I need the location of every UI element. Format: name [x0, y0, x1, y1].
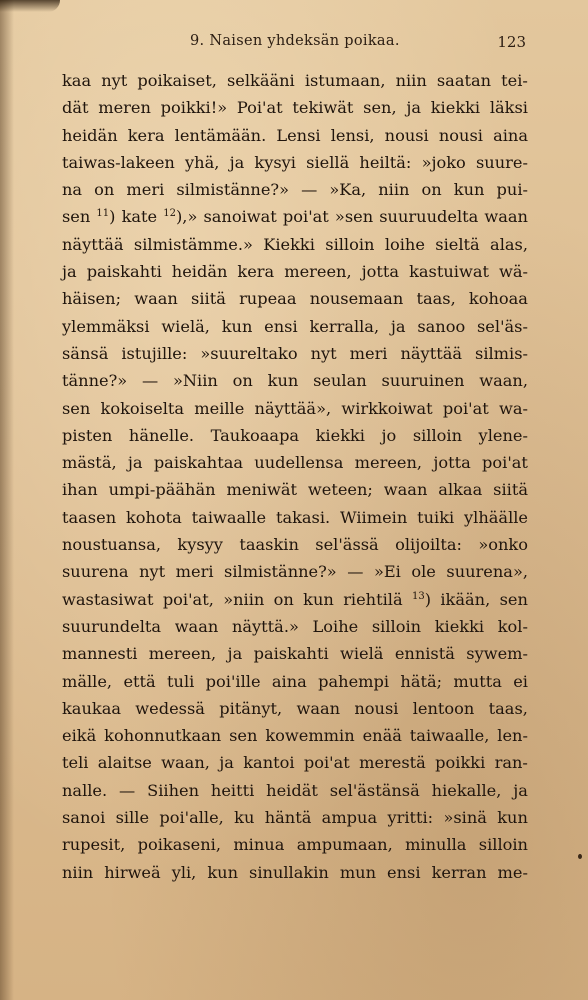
word: sieltä	[435, 234, 480, 254]
word: waan	[484, 207, 528, 227]
word: meniwät	[226, 480, 297, 500]
text-line	[62, 831, 528, 858]
word: aina	[493, 125, 528, 145]
word: mästä,	[62, 453, 117, 473]
word: alas,	[490, 234, 528, 254]
word: sanoi	[62, 808, 106, 828]
word: istumaan,	[304, 71, 386, 90]
word: ihan	[62, 480, 98, 500]
text-line	[62, 258, 528, 285]
text-line	[62, 67, 528, 94]
word: me-	[497, 862, 528, 882]
word: siitä	[191, 289, 226, 309]
word: ja	[513, 780, 528, 800]
word: »sinä	[443, 808, 487, 828]
word: wä-	[499, 262, 528, 282]
paper-speck	[578, 854, 582, 859]
word: sel'ästänsä	[329, 780, 420, 800]
word: suurena»,	[446, 562, 528, 582]
word: sywem-	[466, 644, 528, 664]
word: Lensi	[276, 125, 321, 145]
text-line	[62, 695, 528, 722]
word: kokoiselta	[100, 398, 185, 418]
word: sel'ässä	[315, 535, 379, 555]
word: sanoiwat	[203, 207, 277, 227]
word: että	[123, 671, 156, 691]
word: paiskahti	[86, 262, 162, 282]
word: waan	[383, 480, 428, 500]
word: ran-	[494, 753, 528, 773]
word: lentämään.	[174, 125, 267, 145]
word: kysyi	[254, 152, 296, 172]
word: ole	[411, 562, 436, 582]
word: hiekalle,	[431, 780, 502, 800]
page-number: 123	[497, 33, 526, 51]
word: sen	[229, 726, 258, 746]
word: sen	[499, 589, 528, 609]
word: paiskahti	[253, 644, 329, 664]
word: tuli	[167, 671, 195, 691]
text-line	[62, 586, 528, 613]
word: poi'alle,	[159, 808, 224, 828]
word: heitti	[210, 780, 255, 800]
word: pisten	[62, 425, 113, 445]
word: suurundelta	[62, 616, 162, 636]
word: kysyy	[177, 535, 223, 555]
word: tei-	[501, 71, 528, 90]
word: merestä	[359, 753, 426, 773]
word: sille	[115, 808, 150, 828]
text-line	[62, 313, 528, 340]
word: enää	[362, 726, 402, 746]
word: kaa	[62, 71, 92, 90]
word: taaskin	[239, 535, 299, 555]
word: ampumaan,	[296, 835, 393, 855]
word: silmistänne?»	[176, 180, 290, 200]
word: nousi	[354, 698, 399, 718]
word: pui-	[496, 180, 528, 200]
word: waan,	[479, 371, 528, 391]
word: waan	[174, 616, 219, 636]
word: ampua	[321, 808, 378, 828]
word: kate	[121, 207, 158, 227]
word: yli,	[171, 862, 197, 882]
word: kowemmin	[265, 726, 355, 746]
word: sanoo	[417, 316, 466, 336]
word: poi'at	[282, 207, 329, 227]
word: nalle.	[62, 780, 108, 800]
word: minua	[233, 835, 285, 855]
word: waan	[296, 698, 341, 718]
word: wedessä	[135, 698, 205, 718]
word: hänelle.	[128, 425, 195, 445]
word: nousi	[438, 125, 483, 145]
word: lentoon	[412, 698, 475, 718]
word: wastasiwat	[62, 589, 154, 609]
word: pahempi	[318, 671, 390, 691]
word: poikaiset,	[137, 71, 217, 90]
word: kiekki	[430, 98, 481, 118]
word: siitä	[493, 480, 528, 500]
word: rupeaa	[239, 289, 297, 309]
word: kerralla,	[309, 316, 380, 336]
text-line	[62, 149, 528, 176]
word: nyt	[310, 343, 337, 363]
text-line	[62, 558, 528, 585]
text-line	[62, 395, 528, 422]
word: häntä	[264, 808, 312, 828]
word: poikki!»	[160, 98, 228, 118]
word: wa-	[499, 398, 528, 418]
word: nyt	[101, 71, 128, 90]
word: »Niin	[172, 371, 218, 391]
word: ja	[62, 262, 77, 282]
word: kerran	[431, 862, 487, 882]
word: mannesti	[62, 644, 138, 664]
word: siellä	[306, 152, 350, 172]
word: häisen;	[62, 289, 122, 309]
text-line	[62, 777, 528, 804]
word: »onko	[478, 535, 528, 555]
word: alkaa	[438, 480, 483, 500]
word: ja	[127, 453, 143, 473]
text-line	[62, 176, 528, 203]
word: kastuiwat	[409, 262, 489, 282]
word: kantoi	[243, 753, 295, 773]
word: taiwas-lakeen	[62, 152, 175, 172]
word: ikään,	[440, 589, 491, 609]
word: ku	[234, 808, 255, 828]
word: Siihen	[147, 780, 199, 800]
word: Taukoaapa	[210, 425, 300, 445]
word: taasen	[62, 507, 117, 527]
word: yritti:	[387, 808, 434, 828]
word: umpi-päähän	[108, 480, 216, 500]
text-line	[62, 476, 528, 503]
word: silloin	[412, 425, 463, 445]
word: taas,	[416, 289, 456, 309]
word: poi'at	[482, 453, 528, 473]
word: heidät	[266, 780, 318, 800]
word: mälle,	[62, 671, 113, 691]
body-text	[62, 67, 528, 886]
word: kol-	[497, 616, 528, 636]
word: silloin	[371, 616, 422, 636]
word: on	[273, 589, 294, 609]
word: ja	[406, 98, 422, 118]
word: meille	[194, 398, 245, 418]
word: ja	[227, 644, 243, 664]
word: nousi	[384, 125, 429, 145]
word: $^{12}$),»	[163, 207, 198, 227]
text-line	[62, 668, 528, 695]
word: hirweä	[104, 862, 161, 882]
word: kun	[221, 316, 253, 336]
word: uudellensa	[254, 453, 344, 473]
word: ensi	[264, 316, 298, 336]
word: poikki	[435, 753, 486, 773]
word: yhä,	[185, 152, 220, 172]
word: silmistänne?»	[224, 562, 337, 582]
word: kohonnutkaan	[104, 726, 222, 746]
word: heidän	[171, 262, 228, 282]
word: mutta	[453, 671, 502, 691]
corner-shadow	[0, 0, 60, 12]
word: —	[347, 562, 364, 582]
word: niin	[378, 180, 410, 200]
word: istujille:	[121, 343, 188, 363]
word: jo	[381, 425, 397, 445]
word: pitänyt,	[219, 698, 283, 718]
word: läksi	[489, 98, 528, 118]
word: wirkkoiwat	[341, 398, 433, 418]
word: suurena	[62, 562, 129, 582]
word: niin	[62, 862, 94, 882]
word: meri	[126, 180, 165, 200]
word: $^{13}$)	[411, 589, 432, 609]
text-line	[62, 722, 528, 749]
word: ei	[513, 671, 528, 691]
word: on	[94, 180, 115, 200]
word: waan,	[161, 753, 210, 773]
gutter-shadow	[0, 0, 14, 1000]
word: —	[141, 371, 159, 391]
word: meren	[98, 98, 151, 118]
text-line	[62, 859, 528, 886]
word: seulan	[313, 371, 367, 391]
word: dät	[62, 98, 89, 118]
text-line	[62, 285, 528, 312]
text-line	[62, 531, 528, 558]
word: on	[421, 180, 442, 200]
word: selkääni	[226, 71, 295, 90]
text-line	[62, 422, 528, 449]
word: kera	[237, 262, 275, 282]
word: hätä;	[400, 671, 443, 691]
word: noustuansa,	[62, 535, 162, 555]
word: tuiki	[417, 507, 455, 527]
word: sen	[62, 207, 91, 227]
word: poi'at,	[162, 589, 214, 609]
word: teli	[62, 753, 89, 773]
word: poi'ille	[205, 671, 261, 691]
text-line	[62, 449, 528, 476]
word: Loihe	[312, 616, 359, 636]
word: mereen,	[284, 262, 352, 282]
word: ja	[229, 152, 245, 172]
word: aina	[271, 671, 307, 691]
word: eikä	[62, 726, 97, 746]
word: olijoilta:	[395, 535, 462, 555]
word: suuruudelta	[379, 207, 479, 227]
word: ylemmäksi	[62, 316, 150, 336]
word: silloin	[478, 835, 528, 855]
word: riehtilä	[343, 589, 403, 609]
footnote-marker: 12	[163, 208, 176, 220]
word: »Ei	[373, 562, 401, 582]
word: rupesit,	[62, 835, 126, 855]
word: takasi.	[275, 507, 331, 527]
word: näyttää»,	[254, 398, 332, 418]
word: sen	[62, 398, 91, 418]
word: suure-	[475, 152, 528, 172]
word: alaitse	[97, 753, 152, 773]
word: »Ka,	[329, 180, 367, 200]
word: kohoaa	[468, 289, 528, 309]
text-line	[62, 367, 528, 394]
text-line	[62, 640, 528, 667]
text-line	[62, 613, 528, 640]
word: kun	[497, 808, 528, 828]
word: ylhäälle	[464, 507, 528, 527]
word: mereen,	[148, 644, 217, 664]
word: kohota	[125, 507, 182, 527]
word: —	[301, 180, 318, 200]
word: nyt	[139, 562, 166, 582]
word: ennistä	[394, 644, 455, 664]
word: silloin	[325, 234, 375, 254]
word: len-	[497, 726, 528, 746]
word: jotta	[361, 262, 400, 282]
word: sel'äs-	[477, 316, 528, 336]
word: kiekki	[434, 616, 485, 636]
word: taiwaalle,	[409, 726, 490, 746]
word: meri	[349, 343, 388, 363]
word: »joko	[421, 152, 466, 172]
word: kiekki	[315, 425, 365, 445]
word: —	[119, 780, 136, 800]
word: tänne?»	[62, 371, 128, 391]
word: saatan	[436, 71, 492, 90]
word: kera	[127, 125, 165, 145]
word: Wiimein	[340, 507, 408, 527]
word: heidän	[62, 125, 118, 145]
text-line	[62, 804, 528, 831]
word: sänsä	[62, 343, 109, 363]
text-line	[62, 94, 528, 121]
word: ylene-	[478, 425, 528, 445]
text-line	[62, 122, 528, 149]
word: meri	[175, 562, 214, 582]
word: poi'at	[442, 398, 489, 418]
word: minulla	[405, 835, 467, 855]
word: $^{11}$)	[96, 207, 116, 227]
word: suuruinen	[381, 371, 465, 391]
word: on	[232, 371, 253, 391]
word: näyttä.»	[231, 616, 299, 636]
word: na	[62, 180, 83, 200]
word: mun	[339, 862, 377, 882]
footnote-marker: 13	[411, 590, 425, 602]
word: Kiekki	[263, 234, 315, 254]
footnote-marker: 11	[96, 208, 110, 220]
word: ja	[390, 316, 406, 336]
word: taiwaalle	[191, 507, 267, 527]
word: taas,	[488, 698, 528, 718]
word: nousemaan	[309, 289, 404, 309]
word: poi'at	[303, 753, 350, 773]
word: kaukaa	[62, 698, 121, 718]
running-head	[0, 33, 588, 55]
word: ensi	[387, 862, 421, 882]
word: mereen,	[354, 453, 423, 473]
word: sen,	[363, 98, 397, 118]
word: poikaseni,	[137, 835, 221, 855]
word: silmis-	[475, 343, 528, 363]
text-line	[62, 749, 528, 776]
word: »niin	[223, 589, 265, 609]
word: näyttää	[400, 343, 463, 363]
word: sinullakin	[249, 862, 329, 882]
word: kun	[267, 371, 299, 391]
word: »sen	[334, 207, 374, 227]
word: heiltä:	[359, 152, 412, 172]
running-title: 9. Naisen yhdeksän poikaa.	[190, 33, 400, 49]
word: lensi,	[330, 125, 375, 145]
word: weteen;	[307, 480, 373, 500]
word: wielä,	[161, 316, 210, 336]
word: näyttää	[62, 234, 124, 254]
text-line	[62, 340, 528, 367]
word: »suureltako	[200, 343, 298, 363]
word: silmistämme.»	[133, 234, 253, 254]
word: kun	[207, 862, 239, 882]
word: paiskahtaa	[153, 453, 244, 473]
word: jotta	[433, 453, 471, 473]
text-line	[62, 504, 528, 531]
word: wielä	[340, 644, 384, 664]
word: Poi'at	[236, 98, 283, 118]
word: kun	[453, 180, 485, 200]
word: ja	[219, 753, 234, 773]
word: loihe	[384, 234, 425, 254]
word: tekiwät	[292, 98, 354, 118]
text-line	[62, 203, 528, 230]
word: niin	[395, 71, 427, 90]
word: kun	[303, 589, 334, 609]
word: waan	[134, 289, 178, 309]
text-line	[62, 231, 528, 258]
